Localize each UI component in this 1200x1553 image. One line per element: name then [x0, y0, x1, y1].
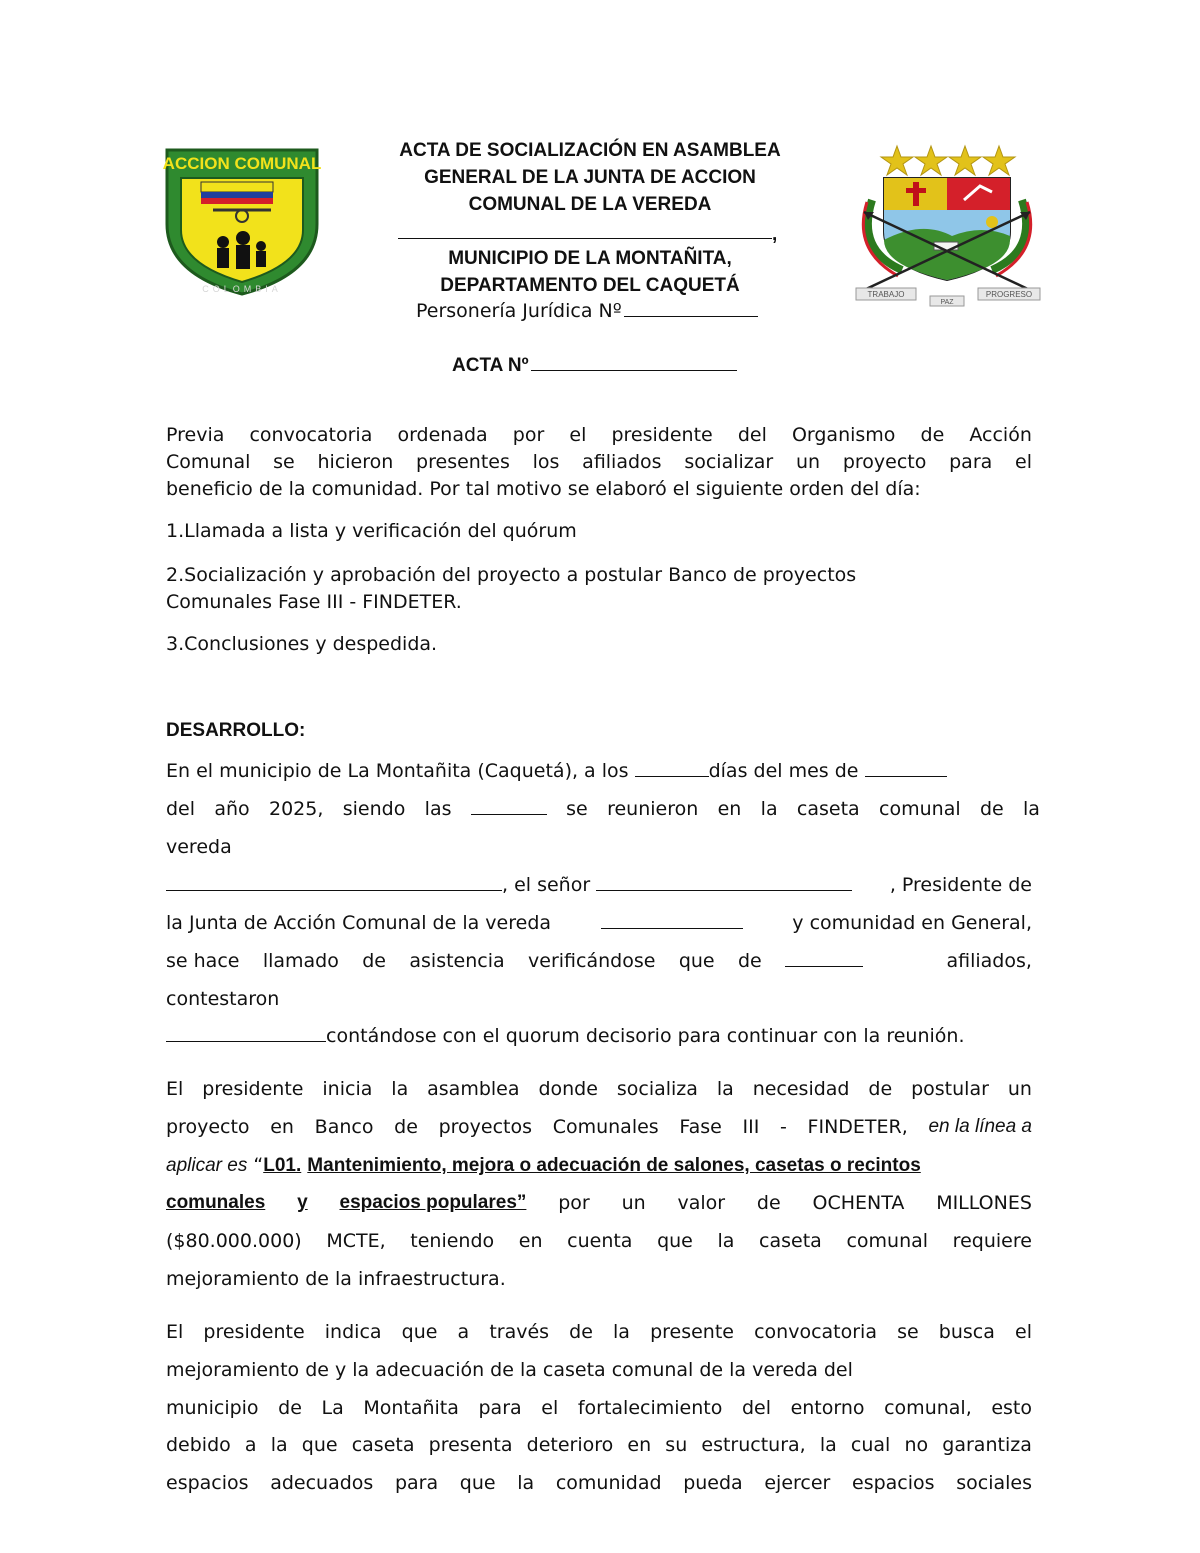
word: Fase [679, 1116, 722, 1138]
para3-line-5 [166, 1472, 1032, 1494]
word: proyectos [438, 1116, 533, 1138]
word: comunidad [555, 1472, 662, 1494]
word: que [459, 1472, 496, 1494]
word: de [756, 1192, 781, 1214]
word: ejercer [764, 1472, 831, 1494]
word: donde [538, 1078, 598, 1100]
word: para [394, 1472, 439, 1494]
word: Acción [969, 424, 1032, 446]
linea-comunales: comunales [166, 1192, 266, 1213]
word: presenta [428, 1434, 513, 1456]
agenda-item-3-num: 3. [166, 633, 185, 655]
desarrollo-line-3: vereda [166, 836, 232, 858]
desarrollo-l5-a: la Junta de Acción Comunal de la vereda [166, 912, 552, 934]
word: del [737, 424, 767, 446]
word: municipio [166, 1397, 259, 1419]
word: postular [911, 1078, 989, 1100]
title-line-5: DEPARTAMENTO DEL CAQUETÁ [440, 275, 740, 296]
word: presidente [202, 1078, 304, 1100]
linea-description: Mantenimiento, mejora o adecuación de salones, casetas o recintos [307, 1155, 921, 1176]
word: la [270, 1434, 288, 1456]
desarrollo-l1-b: días del mes de [708, 760, 859, 782]
desarrollo-l1-a: En el municipio de La Montañita (Caquetá), a los [166, 760, 629, 782]
desarrollo-l4-b: , Presidente de [889, 874, 1032, 896]
word: el [569, 424, 587, 446]
dias-blank [635, 760, 709, 777]
word: se [566, 798, 588, 820]
desarrollo-line-2 [166, 798, 1040, 820]
word: estructura, [701, 1434, 806, 1456]
word: presidente [203, 1321, 305, 1343]
word: la [1023, 798, 1040, 820]
word: los [532, 451, 560, 473]
word: el [1015, 451, 1032, 473]
word: adecuados [270, 1472, 374, 1494]
word: se [897, 1321, 919, 1343]
ribbon-left-text: TRABAJO [867, 290, 905, 299]
word: que [678, 950, 715, 972]
word: Comunal [166, 451, 251, 473]
word: para [949, 451, 993, 473]
word: por [512, 424, 545, 446]
word: que [301, 1434, 338, 1456]
personeria-juridica [416, 300, 758, 322]
desarrollo-line-6 [166, 950, 1032, 972]
word: en [270, 1116, 294, 1138]
afiliados-blank [785, 950, 863, 967]
acta-number [452, 355, 737, 377]
word: El [166, 1321, 184, 1343]
word: Banco [314, 1116, 374, 1138]
word: entorno [790, 1397, 865, 1419]
word: un [795, 451, 821, 473]
desarrollo-line-5 [166, 912, 1032, 934]
agenda-item-2-num: 2. [166, 564, 185, 586]
word: la [717, 1230, 735, 1252]
word: año [214, 798, 250, 820]
word: La [321, 1397, 344, 1419]
title-line-1: ACTA DE SOCIALIZACIÓN EN ASAMBLEA [399, 140, 781, 161]
word: de [737, 950, 762, 972]
word: esto [991, 1397, 1032, 1419]
para2-line-4 [166, 1192, 1032, 1214]
title-line-3: COMUNAL DE LA VEREDA [468, 194, 712, 215]
word: - [780, 1116, 787, 1138]
title-line-4: MUNICIPIO DE LA MONTAÑITA, [448, 248, 732, 269]
word: cuenta [567, 1230, 633, 1252]
para3-line-1 [166, 1321, 1032, 1343]
word: caseta [351, 1434, 415, 1456]
word: se hace [166, 950, 240, 972]
word: presente [650, 1321, 734, 1343]
agenda-item-1 [166, 520, 1032, 542]
word: de [868, 1078, 893, 1100]
word: el [1015, 1321, 1032, 1343]
word: las [424, 798, 452, 820]
word: un [621, 1192, 646, 1214]
logo-ring-text: COLOMBIA [202, 284, 282, 294]
title-line-2: GENERAL DE LA JUNTA DE ACCION [424, 167, 756, 188]
word: necesidad [752, 1078, 850, 1100]
contestaron-blank [166, 1025, 326, 1042]
vereda-blank-line [398, 238, 772, 239]
acta-number-blank [531, 356, 737, 371]
word: asistencia [409, 950, 505, 972]
word: comunal [879, 798, 961, 820]
accion-comunal-logo [163, 146, 321, 296]
para2-line-2 [166, 1116, 1032, 1138]
hora-blank [471, 798, 547, 815]
logo-banner-text: ACCION COMUNAL [163, 154, 321, 173]
word: la [391, 1078, 409, 1100]
mes-blank [865, 760, 947, 777]
word: busca [938, 1321, 995, 1343]
agenda-item-1-text: Llamada a lista y verificación del quórum [184, 520, 577, 542]
word: Organismo [791, 424, 896, 446]
para3-line-3 [166, 1397, 1032, 1419]
para3-line-2: mejoramiento de y la adecuación de la caseta comunal de la vereda del [166, 1359, 853, 1381]
word: se [273, 451, 295, 473]
word: la [613, 1321, 630, 1343]
word: ordenada [397, 424, 488, 446]
word: a [457, 1321, 470, 1343]
word: un [1007, 1078, 1032, 1100]
intro-line-1 [166, 424, 1032, 446]
word: III [742, 1116, 760, 1138]
word: llamado [262, 950, 339, 972]
word: del [741, 1397, 771, 1419]
word: Comunales [552, 1116, 659, 1138]
word: la [819, 1434, 837, 1456]
word: en [627, 1434, 652, 1456]
para2-line-2-italic: en la línea a [928, 1116, 1032, 1137]
word: través [489, 1321, 550, 1343]
vereda-name-blank [166, 874, 502, 891]
word: Montañita [363, 1397, 459, 1419]
word: de [569, 1321, 593, 1343]
word: reunieron [607, 798, 699, 820]
word: por [558, 1192, 590, 1214]
word: indica [324, 1321, 382, 1343]
word: en [717, 798, 742, 820]
word: valor [677, 1192, 726, 1214]
word: pueda [683, 1472, 743, 1494]
word: teniendo [410, 1230, 495, 1252]
word: deterioro [526, 1434, 614, 1456]
para2-line-3 [166, 1154, 1032, 1177]
municipio-escudo-logo [842, 140, 1052, 310]
intro-line-3: beneficio de la comunidad. Por tal motivo se elaboró el siguiente orden del día: [166, 478, 921, 500]
word: fortalecimiento [577, 1397, 723, 1419]
word: FINDETER, [807, 1116, 908, 1138]
word: socializa [616, 1078, 698, 1100]
word: afiliados [582, 451, 662, 473]
word: garantiza [942, 1434, 1032, 1456]
title-comma: , [772, 224, 778, 245]
word: presidente [611, 424, 713, 446]
word: del [166, 798, 196, 820]
para2-line-5 [166, 1230, 1032, 1252]
word: asamblea [427, 1078, 520, 1100]
word: no [904, 1434, 929, 1456]
word: convocatoria [249, 424, 373, 446]
agenda-item-3-text: Conclusiones y despedida. [184, 633, 438, 655]
word: de [362, 950, 386, 972]
word: que [401, 1321, 438, 1343]
desarrollo-l4-a: , el señor [502, 874, 591, 896]
para2-l3-quote: “ [253, 1154, 264, 1176]
word: a [244, 1434, 257, 1456]
senor-name-blank [596, 874, 852, 891]
word: verificándose [528, 950, 656, 972]
word: en [518, 1230, 543, 1252]
word: hicieron [317, 451, 394, 473]
word: para [478, 1397, 522, 1419]
word: el [541, 1397, 559, 1419]
word: inicia [322, 1078, 373, 1100]
word: El [166, 1078, 184, 1100]
linea-code: L01. [263, 1155, 302, 1176]
word: la [517, 1472, 535, 1494]
agenda-item-2 [166, 564, 1032, 586]
word: caseta [796, 798, 860, 820]
word: comunal [846, 1230, 929, 1252]
desarrollo-line-8 [166, 1025, 1066, 1047]
word: proyecto [842, 451, 927, 473]
linea-y: y [297, 1192, 308, 1213]
para2-l3-italic: aplicar es [166, 1155, 248, 1176]
word: comunal, [884, 1397, 972, 1419]
word: la [760, 798, 778, 820]
agenda-item-2-text: Socialización y aprobación del proyecto a postular Banco de proyectos [184, 564, 857, 586]
word: MCTE, [326, 1230, 386, 1252]
word: sociales [956, 1472, 1032, 1494]
vereda-blank-2 [601, 912, 743, 929]
word: espacios [852, 1472, 935, 1494]
acta-number-label: ACTA Nº [452, 355, 529, 376]
word: que [657, 1230, 693, 1252]
word: de [920, 424, 945, 446]
para2-line-6: mejoramiento de la infraestructura. [166, 1268, 506, 1290]
word: espacios [166, 1472, 249, 1494]
agenda-item-3 [166, 633, 1032, 655]
word: proyecto [166, 1116, 250, 1138]
personeria-blank [624, 302, 758, 317]
word: presentes [416, 451, 510, 473]
desarrollo-line-1 [166, 760, 1046, 782]
word: Previa [166, 424, 225, 446]
word: OCHENTA [812, 1192, 905, 1214]
word: afiliados, [946, 950, 1032, 972]
word: socializar [684, 451, 774, 473]
word: debido [166, 1434, 231, 1456]
desarrollo-l5-b: y comunidad en General, [792, 912, 1032, 934]
ribbon-right-text: PROGRESO [985, 290, 1033, 299]
word: de [278, 1397, 302, 1419]
desarrollo-l8: contándose con el quorum decisorio para continuar con la reunión. [326, 1025, 965, 1047]
word: siendo [342, 798, 406, 820]
word: MILLONES [936, 1192, 1032, 1214]
word: la [716, 1078, 734, 1100]
word: cual [850, 1434, 891, 1456]
word: caseta [759, 1230, 822, 1252]
word: su [665, 1434, 688, 1456]
word: convocatoria [754, 1321, 877, 1343]
word: requiere [952, 1230, 1032, 1252]
agenda-item-2-cont: Comunales Fase III - FINDETER. [166, 591, 462, 613]
linea-espacios: espacios populares” [339, 1192, 527, 1213]
word: ($80.000.000) [166, 1230, 302, 1252]
word: de [979, 798, 1004, 820]
para3-line-4 [166, 1434, 1032, 1456]
word: 2025, [269, 798, 324, 820]
personeria-label: Personería Jurídica Nº [416, 300, 622, 322]
para2-line-1 [166, 1078, 1032, 1100]
ribbon-center-text: PAZ [940, 299, 954, 306]
desarrollo-heading: DESARROLLO: [166, 720, 306, 741]
desarrollo-line-4 [166, 874, 1032, 896]
word: de [394, 1116, 418, 1138]
agenda-item-1-num: 1. [166, 520, 185, 542]
desarrollo-line-7: contestaron [166, 988, 280, 1010]
intro-line-2 [166, 451, 1032, 473]
